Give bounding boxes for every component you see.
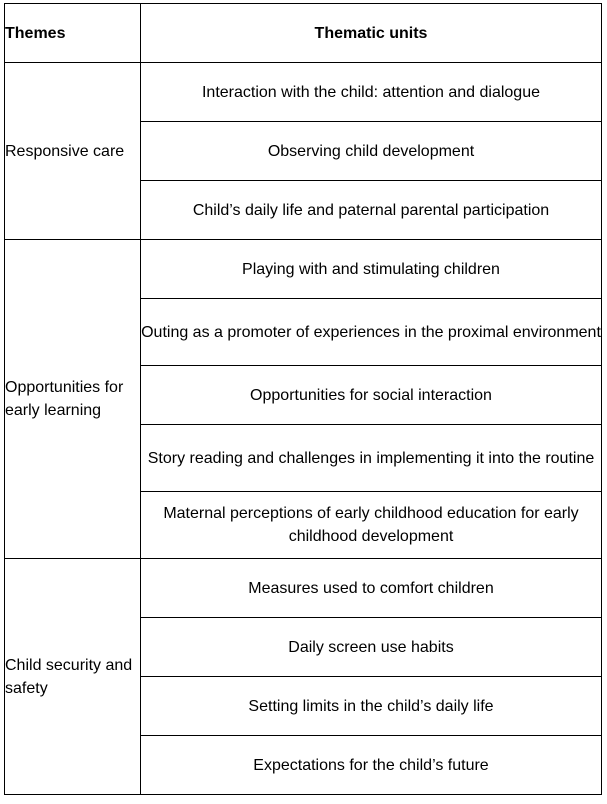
unit-cell: Opportunities for social interaction [141, 366, 602, 425]
unit-cell: Playing with and stimulating children [141, 240, 602, 299]
unit-cell: Outing as a promoter of experiences in the proximal environment [141, 299, 602, 366]
unit-cell: Observing child development [141, 122, 602, 181]
unit-cell: Expectations for the child’s future [141, 736, 602, 795]
theme-cell-early-learning: Opportunities for early learning [5, 240, 141, 559]
table-row [5, 240, 602, 299]
unit-cell: Daily screen use habits [141, 618, 602, 677]
themes-table [4, 3, 602, 795]
unit-cell: Measures used to comfort children [141, 559, 602, 618]
header-row [5, 4, 602, 63]
header-themes: Themes [5, 4, 141, 63]
unit-cell: Story reading and challenges in implementing it into the routine [141, 425, 602, 492]
unit-cell: Setting limits in the child’s daily life [141, 677, 602, 736]
table-row [5, 559, 602, 618]
unit-cell: Interaction with the child: attention and dialogue [141, 63, 602, 122]
unit-cell: Maternal perceptions of early childhood education for early childhood development [141, 492, 602, 559]
header-thematic-units: Thematic units [141, 4, 602, 63]
theme-cell-responsive-care: Responsive care [5, 63, 141, 240]
unit-cell: Child’s daily life and paternal parental participation [141, 181, 602, 240]
table-row [5, 63, 602, 122]
theme-cell-security-safety: Child security and safety [5, 559, 141, 795]
